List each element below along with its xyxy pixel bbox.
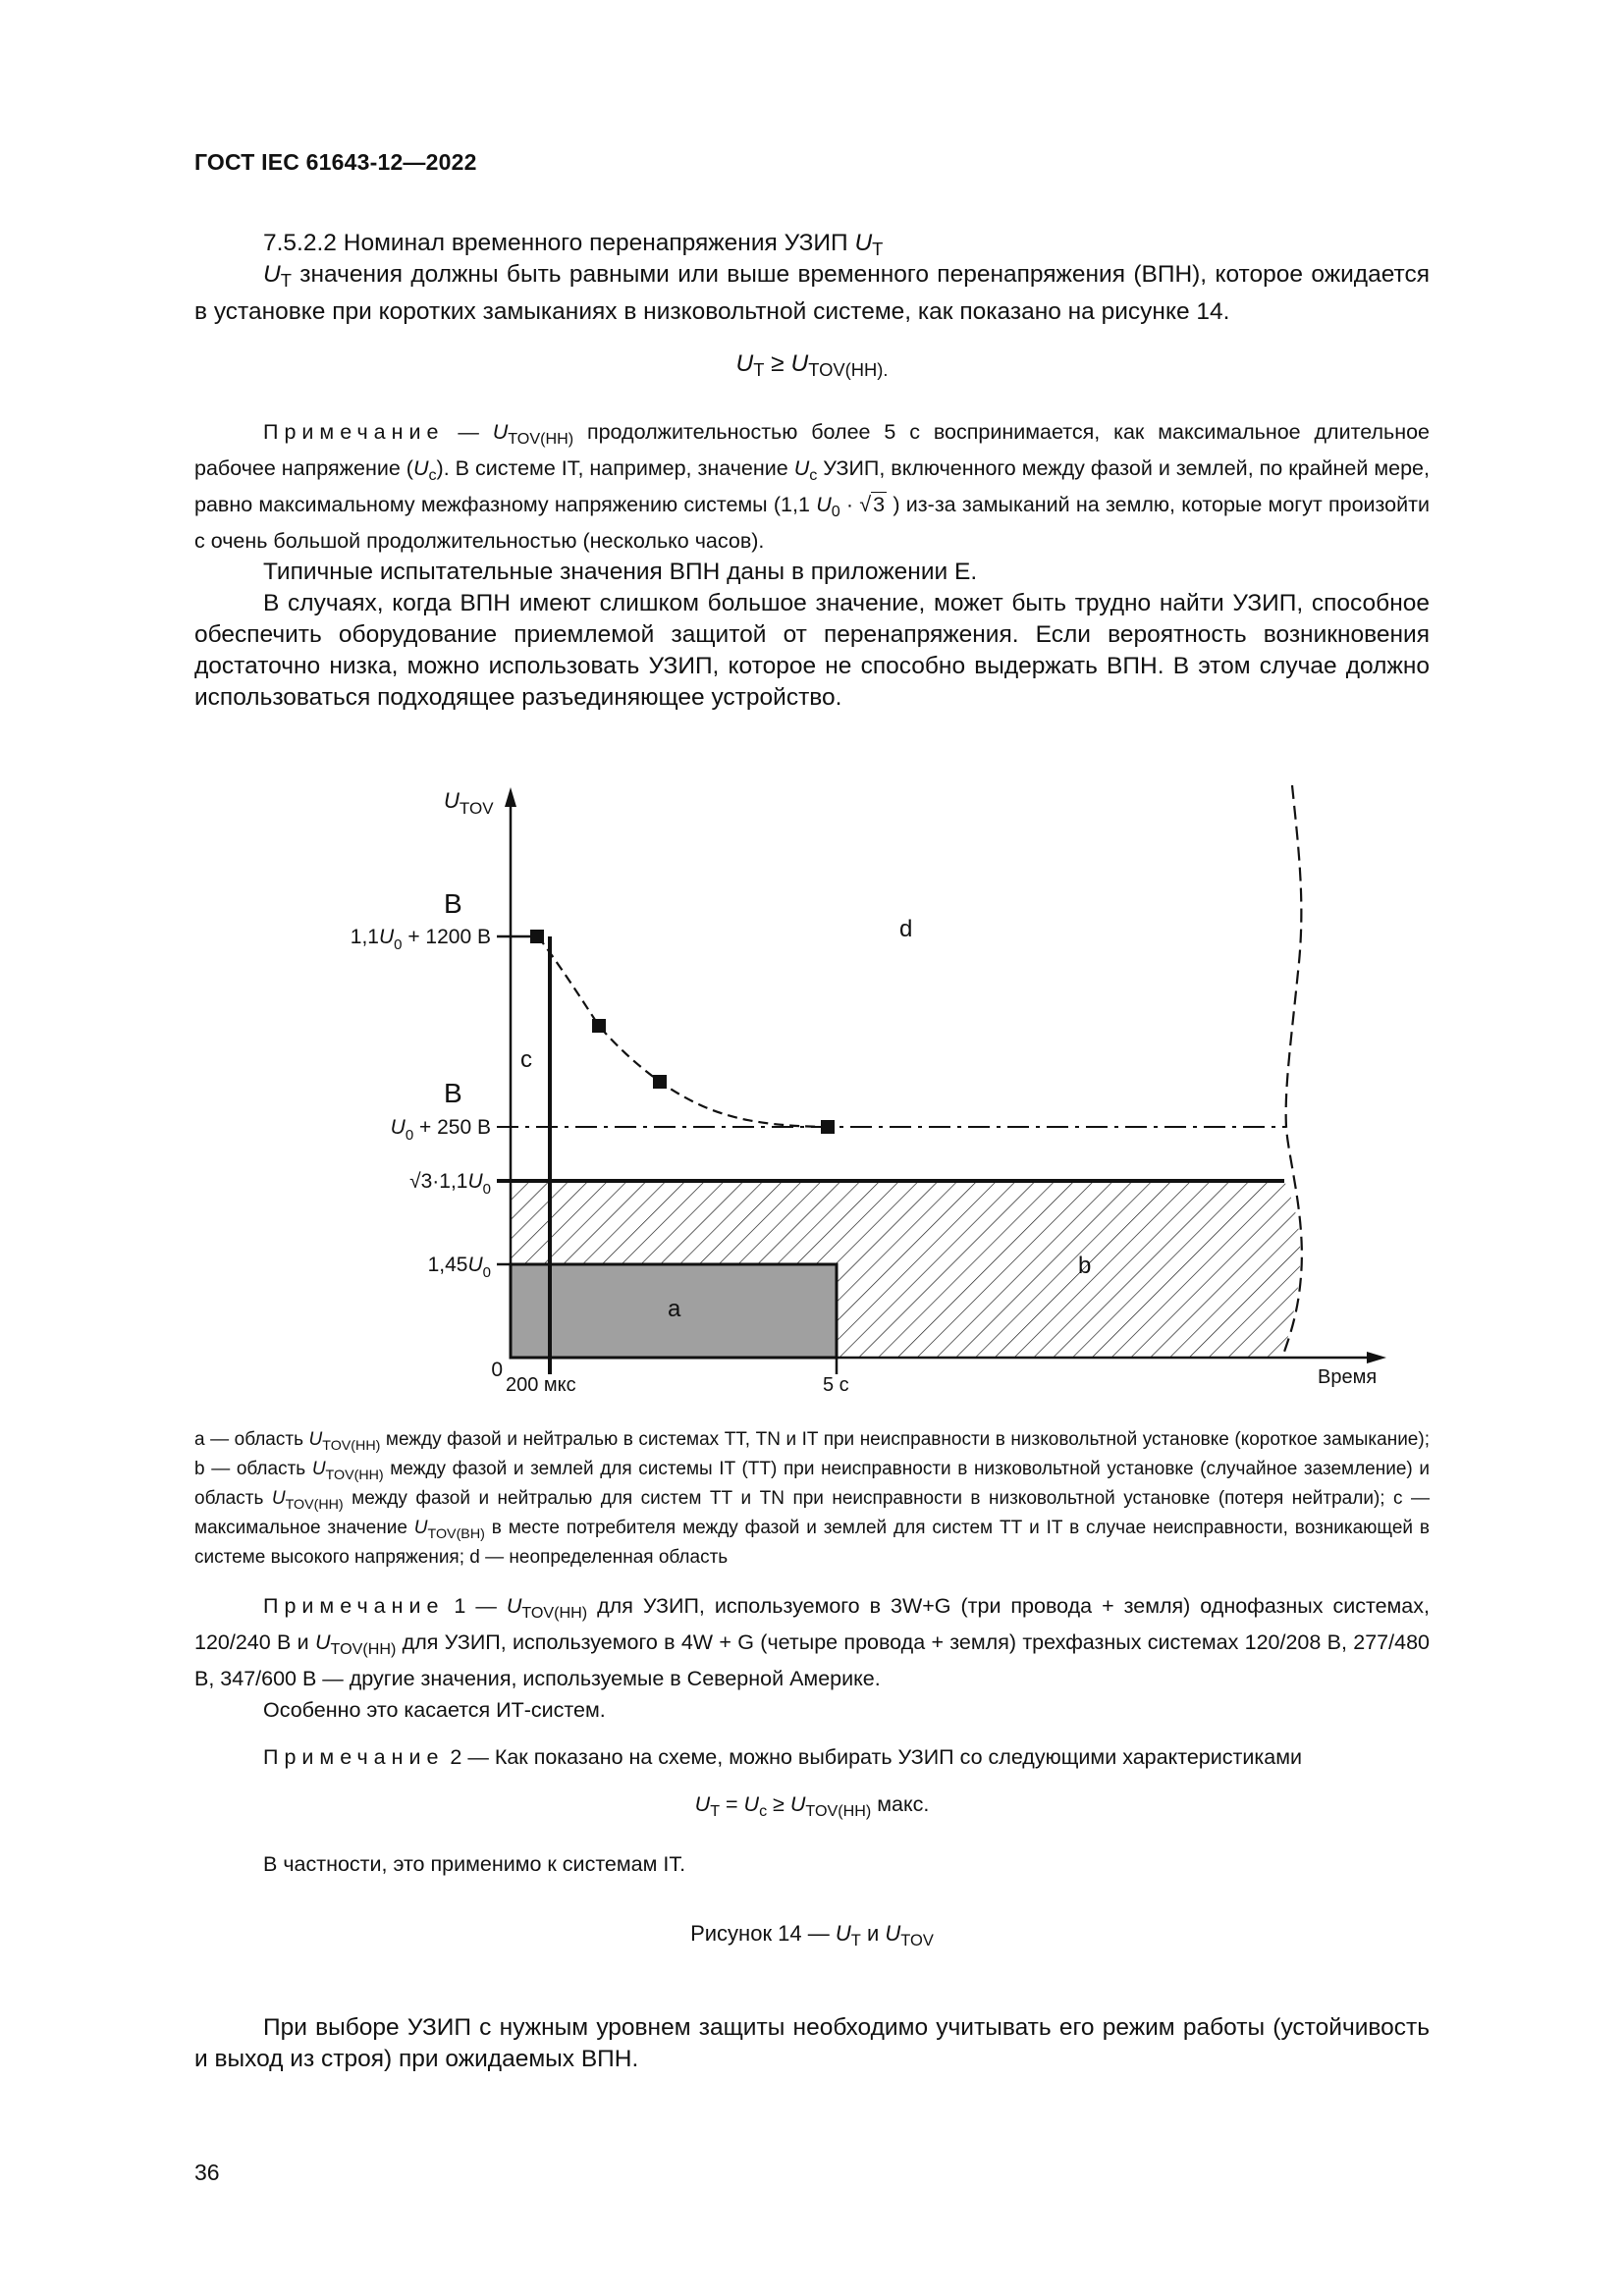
formula-ut-uc-utov bbox=[194, 1789, 1430, 1826]
note1-u2: U bbox=[314, 1630, 331, 1654]
note2-label: Примечание bbox=[263, 1745, 445, 1769]
note1-u1: U bbox=[506, 1594, 522, 1618]
para1-text: значения должны быть равными или выше временного перенапряжения (ВПН), которое ожидается в установке при коротких замыканиях в низковольтной системе, как показано на рисунке 14. bbox=[194, 261, 1430, 325]
y-zero-label: 0 bbox=[491, 1359, 503, 1381]
formula1-a: U bbox=[735, 350, 754, 377]
figcap-b: U bbox=[885, 1921, 901, 1946]
note0-uc: U bbox=[412, 456, 429, 480]
note2-rest: 2 — Как показано на схеме, можно выбирать УЗИП со следующими характеристиками bbox=[444, 1745, 1302, 1769]
note0-sqrt: 3 bbox=[873, 493, 886, 516]
region-label-c: c bbox=[520, 1046, 532, 1073]
formula2-c: U bbox=[789, 1792, 806, 1816]
note0-u-sub: TOV(HH) bbox=[508, 430, 574, 448]
y-tick-label-145: $1,45U_0$ bbox=[427, 1254, 491, 1281]
note0-dash: — bbox=[444, 420, 493, 444]
note0-uc2: U bbox=[793, 456, 810, 480]
note-1 bbox=[194, 1591, 1430, 1693]
note1-t2: для УЗИП, используемого в 4W + G (четыре провода + земля) трехфазных системах 120/208 В, 277/480 В, 347/600 В — другие значения, используемые в Северной Америке. bbox=[194, 1630, 1430, 1690]
legend-p4: между фазой и нейтралью для систем ТТ и TN при неисправности в низковольтной установке (потеря нейтрали); с — максимальное значение bbox=[194, 1488, 1430, 1538]
formula2-b-sub: c bbox=[759, 1802, 768, 1820]
figure-caption bbox=[194, 1919, 1430, 1955]
legend-s4: TOV(BH) bbox=[427, 1526, 485, 1542]
note-applies-it: В частности, это применимо к системам IT. bbox=[263, 1852, 686, 1876]
legend-p3: между фазой и землей для системы IT (ТТ) при неисправности в низковольтной установке (случайное заземление) и область bbox=[194, 1459, 1430, 1509]
figcap-b-sub: TOV bbox=[900, 1932, 934, 1949]
para1-symbol: U bbox=[263, 261, 281, 288]
paragraph-high-tov: В случаях, когда ВПН имеют слишком большое значение, может быть трудно найти УЗИП, способное обеспечить оборудование приемлемой защитой от перенапряжения. Если вероятность возникновения достаточно низка, можно использовать УЗИП, которое не способно выдержать ВПН. В этом случае должно использоваться подходящее разъединяющее устройство. bbox=[194, 590, 1430, 711]
formula2-eq: = bbox=[720, 1792, 744, 1816]
note0-t3: УЗИП, включенного между фазой и землей, по крайней мере, равно максимальному межфазному напряжению системы (1,1 bbox=[194, 456, 1430, 516]
note0-u0-sub: 0 bbox=[831, 503, 840, 520]
figcap-a-sub: T bbox=[850, 1932, 861, 1949]
legend-s1: TOV(HH) bbox=[322, 1438, 381, 1454]
legend-u2: U bbox=[311, 1459, 326, 1479]
figcap-pre: Рисунок 14 — bbox=[690, 1921, 836, 1946]
legend-s2: TOV(HH) bbox=[325, 1468, 384, 1483]
legend-p1: a — область bbox=[194, 1429, 309, 1450]
legend-u3: U bbox=[271, 1488, 286, 1509]
figcap-mid: и bbox=[860, 1921, 886, 1946]
note1-s2: TOV(HH) bbox=[330, 1640, 397, 1658]
legend-s3: TOV(HH) bbox=[285, 1497, 344, 1513]
formula2-b: U bbox=[743, 1792, 760, 1816]
y-axis-arrow bbox=[505, 787, 516, 807]
curve-point-1 bbox=[530, 930, 544, 943]
curve-point-2 bbox=[592, 1019, 606, 1033]
formula2-c-sub: TOV(HH) bbox=[805, 1802, 872, 1820]
legend-u4: U bbox=[413, 1518, 428, 1538]
formula2-a: U bbox=[694, 1792, 711, 1816]
region-label-b: b bbox=[1078, 1253, 1092, 1279]
figcap-a: U bbox=[835, 1921, 851, 1946]
note1-label: Примечание bbox=[263, 1594, 445, 1618]
section-symbol-sub: T bbox=[872, 239, 884, 259]
document-header: ГОСТ IEC 61643-12—2022 bbox=[194, 149, 477, 175]
note0-dot: · bbox=[839, 493, 860, 516]
para1-symbol-sub: T bbox=[280, 270, 292, 291]
legend-p5: в месте потребителя между фазой и землей для систем ТТ и IT в случае неисправности, возникающей в системе высокого напряжения; d — неопределенная область bbox=[194, 1518, 1430, 1568]
note0-uc2-sub: c bbox=[809, 466, 818, 484]
formula2-tail: макс. bbox=[871, 1792, 930, 1816]
section-symbol: U bbox=[854, 230, 873, 256]
section-number: 7.5.2.2 bbox=[263, 230, 337, 256]
note0-t2: ). В системе IT, например, значение bbox=[436, 456, 794, 480]
level-marker-2: В bbox=[444, 1078, 462, 1108]
note0-u: U bbox=[492, 420, 509, 444]
note1-s1: TOV(HH) bbox=[521, 1604, 588, 1622]
y-tick-label-250: $U_0 + 250$ В bbox=[390, 1116, 491, 1144]
formula1-a-sub: T bbox=[753, 359, 765, 380]
y-tick-label-1200: $1,1U_0 + 1200$ В bbox=[350, 926, 491, 953]
x-axis-label: Время bbox=[1318, 1366, 1378, 1388]
formula2-ge: ≥ bbox=[767, 1792, 790, 1816]
note0-u0: U bbox=[816, 493, 832, 516]
legend-u1: U bbox=[308, 1429, 323, 1450]
formula2-a-sub: T bbox=[710, 1802, 721, 1820]
note1-t1: для УЗИП, используемого в 3W+G (три провода + земля) однофазных системах, 120/240 В и bbox=[194, 1594, 1430, 1654]
note0-label: Примечание bbox=[263, 420, 445, 444]
formula1-op: ≥ bbox=[764, 350, 791, 377]
curve-tov-decay bbox=[538, 936, 828, 1127]
curve-point-3 bbox=[653, 1075, 667, 1089]
note-utov-long-duration: Примечание — $U_{TOV(HH)}$ продолжительностью более 5 с воспринимается, как максимальное длительное рабочее напряжение $(U_c)$. В системе IT, например, значение $U_c$ УЗИП, включенного между фазой и землей, по крайней мере, равно максимальному межфазному напряжению системы (1,1 $U_0 \cdot √3$ ) из-за замыканий на землю, которые могут произойти с очень большой продолжительностью (несколько часов). bbox=[194, 420, 1430, 553]
legend-p2: между фазой и нейтралью в системах ТТ, TN и IT при неисправности в низковольтной установке (короткое замыкание); b — область bbox=[194, 1429, 1430, 1479]
y-tick-label-sqrt3: $√3\cdot 1,1U_0$ bbox=[409, 1170, 491, 1198]
figure-legend bbox=[194, 1428, 1430, 1569]
note0-t4: ) из-за замыканий на землю, которые могут произойти с очень большой продолжительностью (несколько часов). bbox=[194, 493, 1430, 553]
paragraph-final: При выборе УЗИП с нужным уровнем защиты необходимо учитывать его режим работы (устойчивость и выход из строя) при ожидаемых ВПН. bbox=[194, 2014, 1430, 2072]
y-axis-label: $U_{TOV}$ bbox=[444, 788, 494, 818]
region-label-a: a bbox=[668, 1296, 681, 1322]
note1-num: 1 — bbox=[444, 1594, 507, 1618]
note-2 bbox=[194, 1742, 1430, 1772]
page-number: 36 bbox=[194, 2160, 220, 2185]
curve-point-4 bbox=[821, 1120, 835, 1134]
note0-t1: продолжительностью более 5 с воспринимается, как максимальное длительное рабочее напряжение ( bbox=[194, 420, 1430, 480]
x-tick-label-200us: 200 мкс bbox=[506, 1374, 576, 1396]
region-label-d: d bbox=[899, 916, 913, 942]
note-it-systems: Особенно это касается ИТ-систем. bbox=[263, 1698, 606, 1722]
x-axis-arrow bbox=[1367, 1352, 1386, 1363]
formula1-b: U bbox=[790, 350, 809, 377]
x-tick-label-5s: 5 с bbox=[823, 1374, 849, 1396]
note0-uc-sub: c bbox=[428, 466, 437, 484]
paragraph-test-values: Типичные испытательные значения ВПН даны в приложении Е. bbox=[263, 559, 978, 585]
formula1-b-sub: TOV(HH). bbox=[808, 359, 889, 380]
level-marker-1: В bbox=[444, 888, 462, 919]
section-title: Номинал временного перенапряжения УЗИП bbox=[343, 230, 848, 256]
